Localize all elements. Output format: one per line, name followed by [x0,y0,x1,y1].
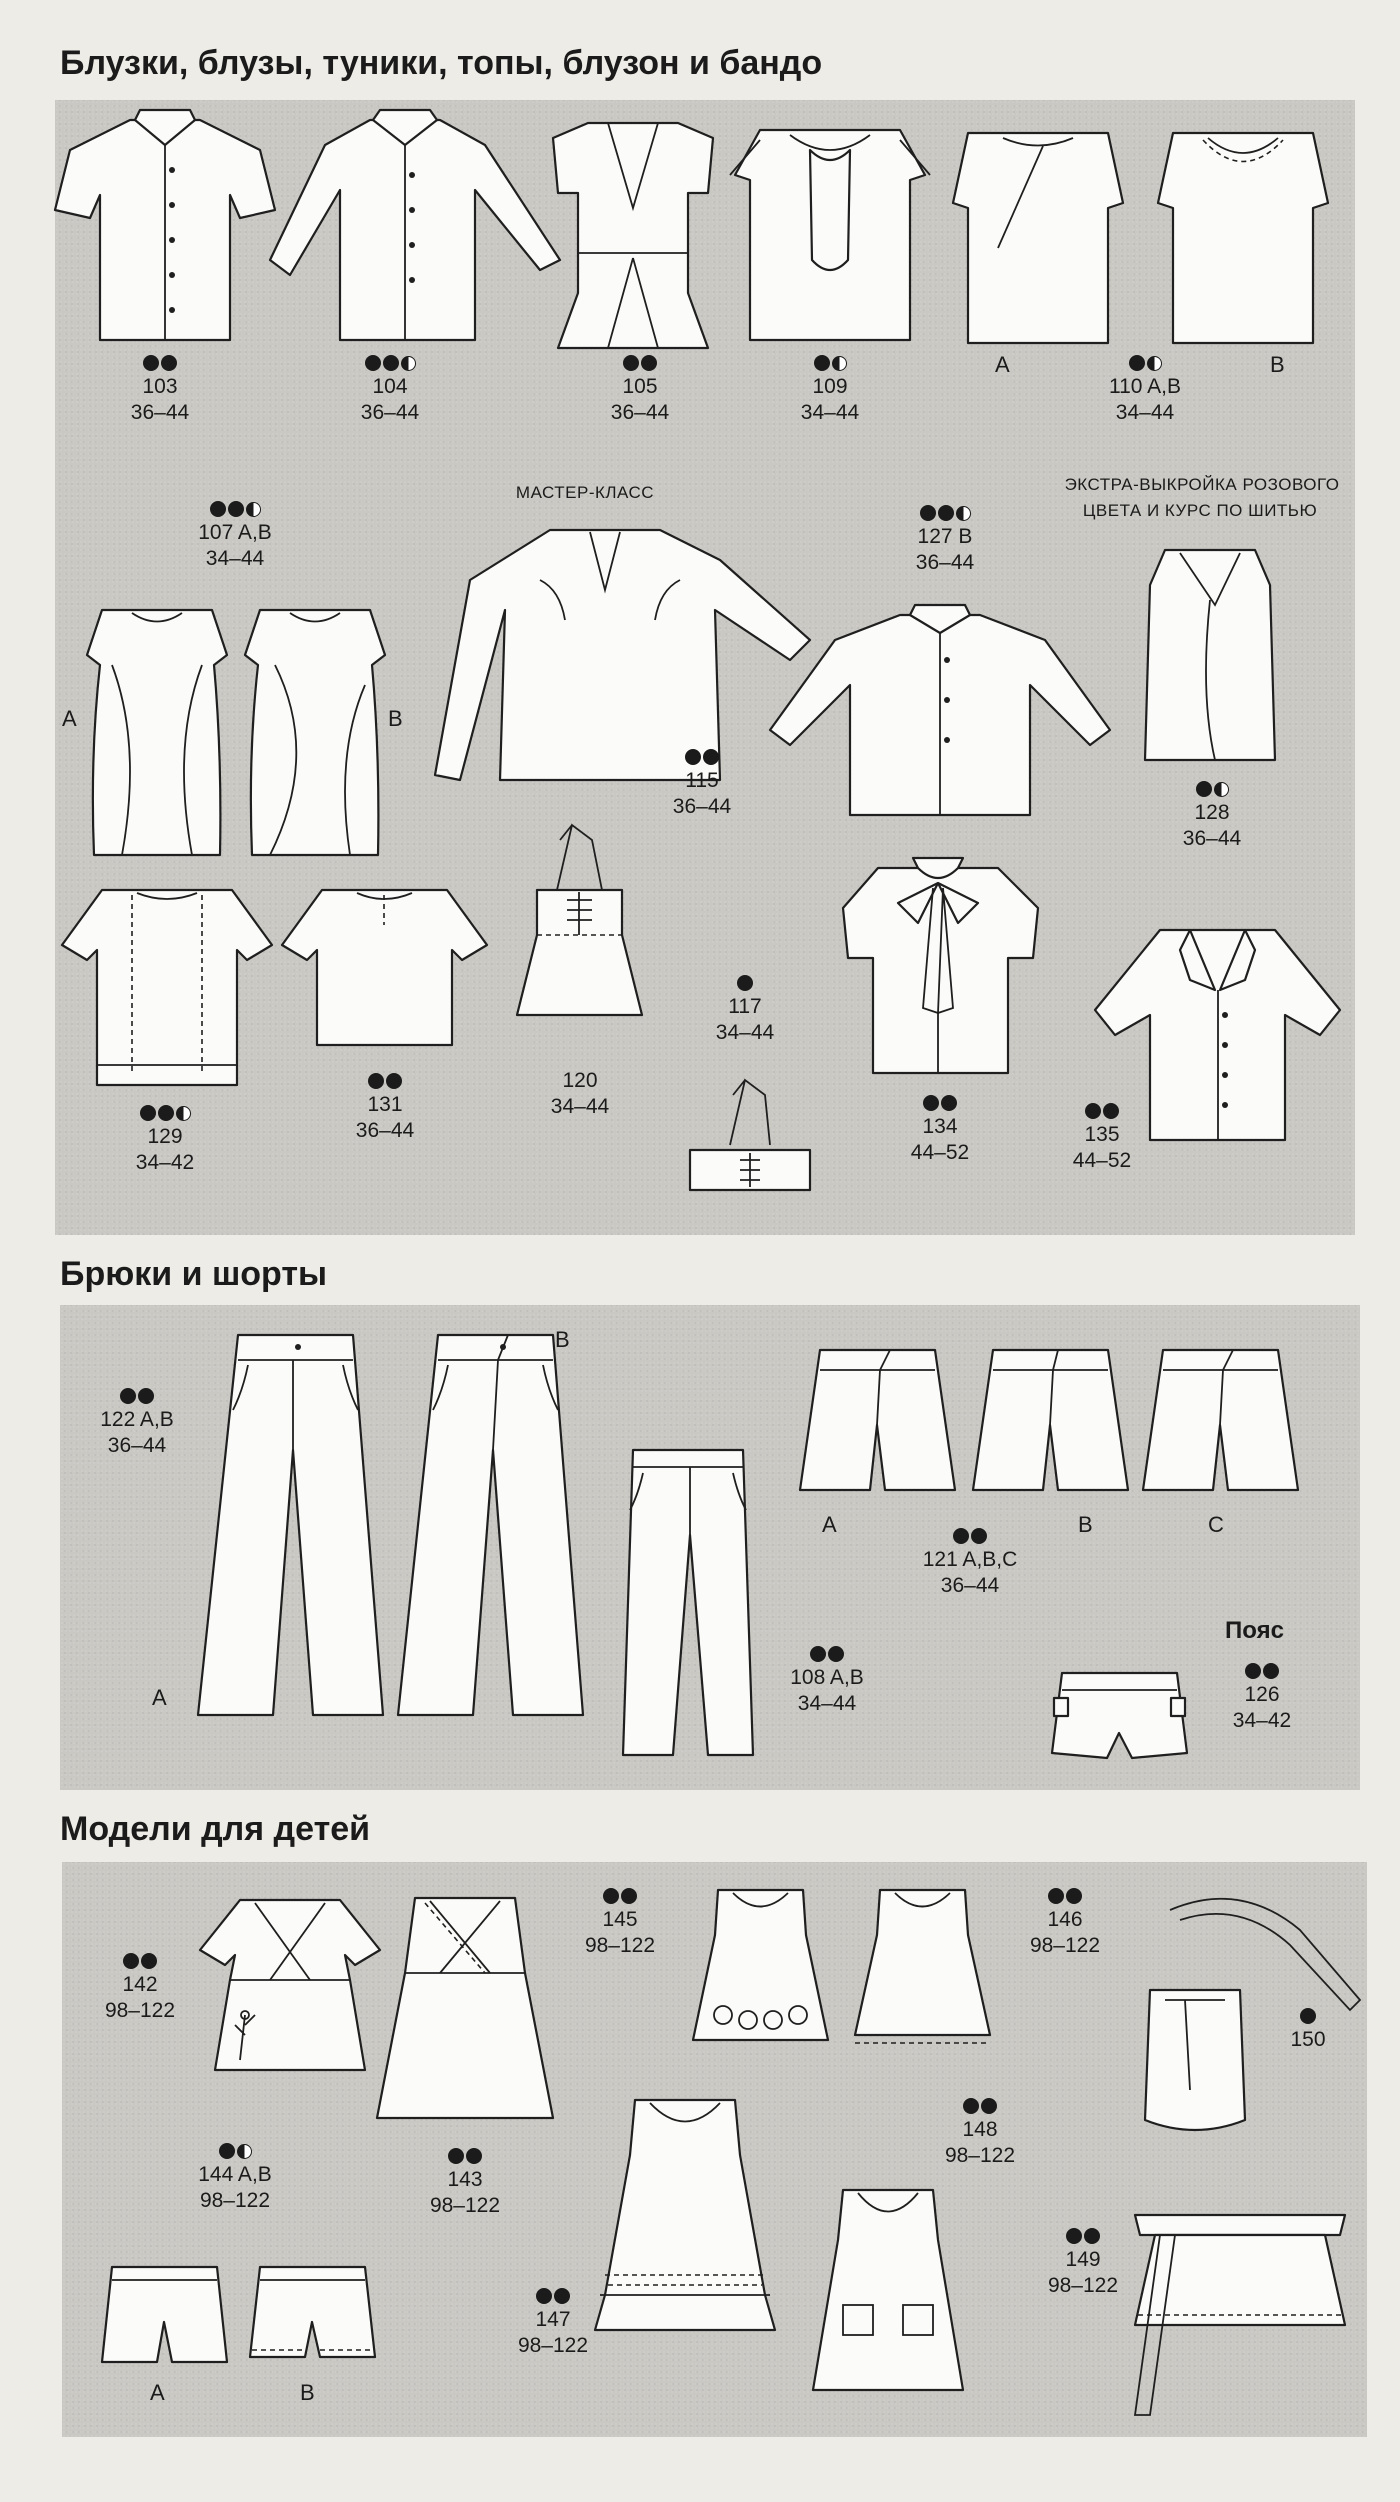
garment-120-halter-top [512,820,647,1020]
variant-a: A [152,1685,167,1710]
size-range: 34–42 [135,1151,195,1174]
label-109 [790,352,870,426]
model-number: 143 [447,2168,483,2191]
label-120 [540,1068,620,1120]
section-title-blouses: Блузки, блузы, туники, топы, блузон и бандо [60,44,823,82]
difficulty-dots [180,2140,290,2162]
size-range: 36–44 [130,401,190,424]
model-number: 149 [1065,2248,1101,2271]
variant-a: A [62,706,77,731]
model-number: 146 [1047,1908,1083,1931]
label-144 [180,2140,290,2214]
model-number: 128 [1194,801,1230,824]
note-extra-pattern-2: ЦВЕТА И КУРС ПО ШИТЬЮ [1082,501,1318,520]
garment-108-trousers [618,1445,758,1760]
difficulty-dots [900,1092,980,1114]
size-range: 98–122 [429,2194,501,2217]
difficulty-dots [575,1885,665,1907]
label-128 [1172,778,1252,852]
model-number: 121 A,B,C [922,1548,1018,1571]
size-range: 36–44 [940,1574,1000,1597]
difficulty-dots [777,1643,877,1665]
model-number: 129 [147,1125,183,1148]
variant-b: B [300,2380,315,2405]
label-117 [705,972,785,1046]
garment-105-tunic [548,118,718,358]
model-number: 134 [922,1115,958,1138]
size-range: 36–44 [355,1119,415,1142]
difficulty-dots [600,352,680,374]
model-number: 115 [685,769,719,792]
size-range: 34–44 [797,1692,857,1715]
note-master-class: МАСТЕР-КЛАСС [515,483,655,502]
variant-c: C [1208,1512,1224,1537]
garment-143-dress [375,1893,555,2123]
garment-109-blouse [730,120,930,345]
belt-label: Пояс [1225,1617,1284,1644]
model-number: 147 [535,2308,571,2331]
model-number: 145 [602,1908,638,1931]
model-number: 122 A,B [100,1408,174,1431]
label-143 [420,2145,510,2219]
size-range: 34–42 [1232,1709,1292,1732]
variant-b: B [1270,352,1285,377]
garment-134-blouse [838,848,1038,1078]
difficulty-dots [705,972,785,994]
garment-145b-top [850,1885,995,2050]
note-extra-pattern-1: ЭКСТРА-ВЫКРОЙКА РОЗОВОГО [1064,475,1340,494]
label-131 [345,1070,425,1144]
garment-110b-top [1153,128,1333,343]
label-150 [1268,2005,1348,2053]
label-148 [935,2095,1025,2169]
garment-127b-blouse [770,605,1110,820]
difficulty-dots [345,1070,425,1092]
model-number: 135 [1084,1123,1120,1146]
garment-131-top [282,885,487,1050]
garment-142-dress [200,1895,380,2075]
size-range: 44–52 [1072,1149,1132,1172]
difficulty-dots [900,502,990,524]
model-number: 148 [962,2118,998,2141]
difficulty-dots [180,498,290,520]
model-number: 117 [728,995,762,1018]
model-number: 109 [812,375,848,398]
difficulty-dots [508,2285,598,2307]
size-range: 34–44 [800,401,860,424]
garment-148-dress [808,2185,968,2395]
variant-b: B [555,1327,570,1352]
size-range: 98–122 [199,2189,271,2212]
model-number: 131 [367,1093,403,1116]
difficulty-dots [1090,352,1200,374]
size-range: 36–44 [107,1434,167,1457]
size-range: 98–122 [1047,2274,1119,2297]
model-number: 127 B [917,525,973,548]
model-number: 144 A,B [198,2163,272,2186]
variant-b: B [388,706,403,731]
difficulty-dots [120,1102,210,1124]
difficulty-dots [935,2095,1025,2117]
difficulty-dots [420,2145,510,2167]
garment-107b-top [240,605,390,860]
size-range: 36–44 [915,551,975,574]
size-range: 36–44 [1182,827,1242,850]
garment-145a-top [688,1885,833,2045]
garment-110a-top [948,128,1128,343]
garment-117-bandeau [685,1075,815,1195]
size-range: 98–122 [944,2144,1016,2167]
garment-121c-shorts [1143,1345,1298,1495]
label-107 [180,498,290,572]
garment-115-tunic [430,520,810,790]
model-number: 104 [372,375,408,398]
garment-144a-shorts [102,2262,227,2367]
section-title-trousers: Брюки и шорты [60,1255,328,1293]
label-110 [1090,352,1200,426]
size-range: 44–52 [910,1141,970,1164]
label-147 [508,2285,598,2359]
label-105 [600,352,680,426]
size-range: 36–44 [360,401,420,424]
model-number: 126 [1244,1683,1280,1706]
label-146 [1020,1885,1110,1959]
size-range: 98–122 [1029,1934,1101,1957]
label-145 [575,1885,665,1959]
garment-144b-shorts [250,2262,375,2367]
garment-121b-shorts [973,1345,1128,1495]
difficulty-dots [345,352,435,374]
label-126 [1222,1660,1302,1734]
garment-149-skirt [1130,2210,1350,2420]
size-range: 34–44 [715,1021,775,1044]
size-range: 98–122 [584,1934,656,1957]
difficulty-dots [82,1385,192,1407]
difficulty-dots [1038,2225,1128,2247]
label-134 [900,1092,980,1166]
label-135 [1062,1100,1142,1174]
garment-104-blouse [270,110,560,350]
garment-147-dress [590,2095,780,2335]
label-115 [662,746,742,820]
size-range: 36–44 [672,795,732,818]
section-title-kids: Модели для детей [60,1810,371,1848]
difficulty-dots [1062,1100,1142,1122]
difficulty-dots [790,352,870,374]
model-number: 120 [562,1069,598,1092]
garment-107a-top [82,605,232,860]
garment-121a-shorts [800,1345,955,1495]
garment-126-shorts [1052,1668,1187,1763]
variant-b: B [1078,1512,1093,1537]
model-number: 105 [622,375,658,398]
variant-a: A [822,1512,837,1537]
model-number: 103 [142,375,178,398]
model-number: 142 [122,1973,158,1996]
label-127 [900,502,990,576]
difficulty-dots [95,1950,185,1972]
label-103 [120,352,200,426]
garment-128-top [1140,545,1280,765]
size-range: 98–122 [517,2334,589,2357]
difficulty-dots [120,352,200,374]
garment-122a-trousers [198,1330,383,1720]
difficulty-dots [915,1525,1025,1547]
difficulty-dots [1172,778,1252,800]
size-range: 98–122 [104,1999,176,2022]
size-range: 34–44 [550,1095,610,1118]
label-121 [915,1525,1025,1599]
model-number: 107 A,B [198,521,272,544]
size-range: 36–44 [610,401,670,424]
model-number: 108 A,B [790,1666,864,1689]
difficulty-dots [1020,1885,1110,1907]
difficulty-dots [1268,2005,1348,2027]
label-104 [345,352,435,426]
label-142 [95,1950,185,2024]
size-range: 34–44 [205,547,265,570]
variant-a: A [150,2380,165,2405]
difficulty-dots [662,746,742,768]
size-range: 34–44 [1115,401,1175,424]
model-number: 150 [1290,2028,1326,2051]
label-129 [120,1102,210,1176]
garment-103-blouse [60,110,270,350]
difficulty-dots [1222,1660,1302,1682]
label-108 [777,1643,877,1717]
garment-129-top [62,885,272,1085]
model-number: 110 A,B [1108,375,1181,398]
label-122 [82,1385,192,1459]
garment-122b-trousers [398,1330,583,1720]
label-149 [1038,2225,1128,2299]
variant-a: A [995,352,1010,377]
